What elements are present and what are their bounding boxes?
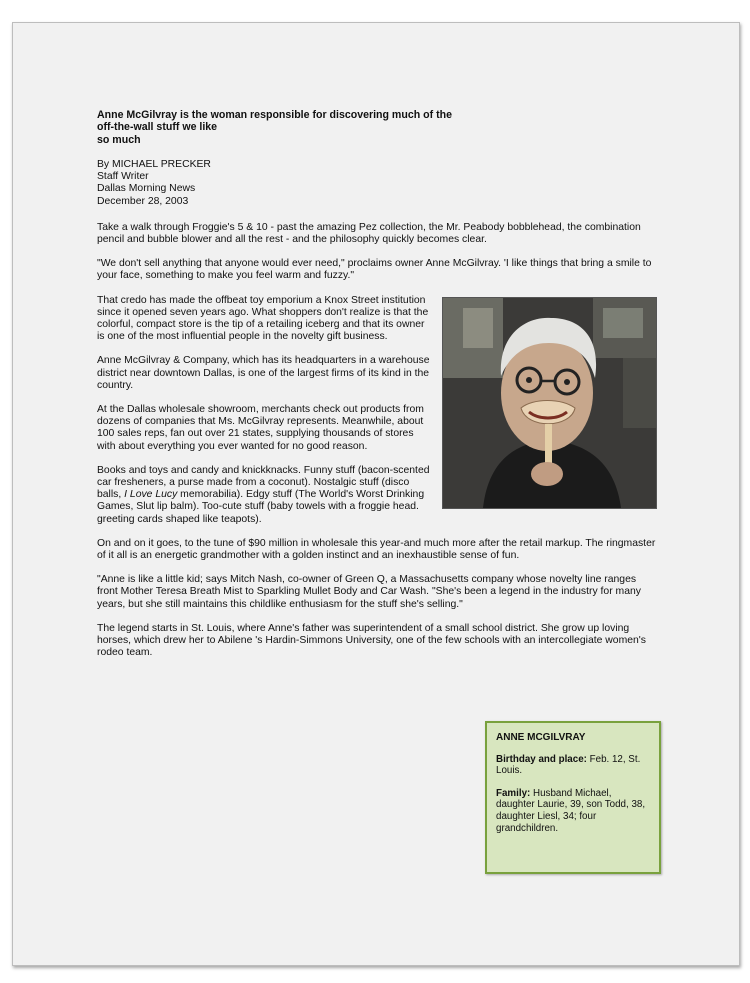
paragraph-6-italic: I Love Lucy	[124, 489, 178, 501]
paragraph-6-start: Books and toys and candy and knickknacks. Funny stuff (bacon-scented car fresheners, a purse made from a coconut). Nostalgic stuff (disco balls,	[97, 464, 430, 501]
article-body	[97, 109, 657, 671]
byline-role: Staff Writer	[97, 171, 149, 183]
portrait-photo	[442, 297, 657, 509]
profile-sidebar	[485, 721, 661, 874]
paragraph-2: "We don't sell anything that anyone would ever need," proclaims owner Anne McGilvray. 'I like things that bring a smile to your face, something to make you feel warm and fuzzy."	[97, 258, 652, 282]
document-page	[12, 22, 740, 966]
sidebar-birth-label: Birthday and place:	[496, 753, 587, 765]
paragraph-7: On and on it goes, to the tune of $90 million in wholesale this year-and much more after the retail markup. The ringmaster of it all is an energetic grandmother with a golden instinct and an inexhaustible sense of fun.	[97, 537, 656, 561]
headline-line-1: Anne McGilvray is the woman responsible for discovering much of the	[97, 109, 452, 121]
sidebar-birth	[496, 754, 652, 777]
paragraph-4: Anne McGilvray & Company, which has its headquarters in a warehouse district near downtown Dallas, is one of the largest firms of its kind in the country.	[97, 355, 430, 391]
paragraph-3: That credo has made the offbeat toy emporium a Knox Street institution since it opened seven years ago. What shoppers don't realize is that the colorful, compact store is the tip of a retailing iceberg and that its owner is one of the most influential people in the novelty gift business.	[97, 294, 429, 343]
paragraph-6-end: memorabilia). Edgy stuff (The World's Worst Drinking Games, Slut lip balm). Too-cute stuff (baby towels with a froggie head. greeting cards shaped like teapots).	[97, 489, 425, 525]
paragraph-5: At the Dallas wholesale showroom, merchants check out products from dozens of companies that Ms. McGilvray represents. Meanwhile, about 100 sales reps, fan out over 21 states, supplying thousands of stores with about everything you ever wanted for no good reason.	[97, 403, 424, 452]
portrait-photo-illustration	[443, 298, 656, 508]
headline-line-2: off-the-wall stuff we like	[97, 121, 218, 134]
byline-author: By MICHAEL PRECKER	[97, 158, 211, 170]
byline-publication: Dallas Morning News	[97, 183, 196, 195]
byline	[97, 159, 657, 208]
sidebar-family-label: Family:	[496, 787, 531, 799]
sidebar-family	[496, 788, 652, 834]
sidebar-family-value: Husband Michael, daughter Laurie, 39, son Todd, 38, daughter Liesl, 34; four grandchildren.	[496, 787, 646, 834]
byline-date: December 28, 2003	[97, 195, 189, 207]
headline-line-3: so much	[97, 133, 141, 146]
paragraph-8: "Anne is like a little kid; says Mitch Nash, co-owner of Green Q, a Massachusetts company whose novelty line ranges front Mother Teresa Breath Mist to Sparkling Mullet Body and Car Wash. "She's been a legend in the industry for many years, but she still maintains this childlike enthusiasm for the stuff she's selling."	[97, 574, 641, 610]
sidebar-birth-value: Feb. 12, St. Louis.	[496, 753, 641, 777]
paragraph-1: Take a walk through Froggie's 5 & 10 - past the amazing Pez collection, the Mr. Peabody bobblehead, the combination pencil and bubble blower and all the rest - and the philosophy quickly becomes clear.	[97, 221, 641, 245]
article-headline	[97, 109, 477, 146]
sidebar-title: ANNE MCGILVRAY	[496, 732, 586, 743]
paragraph-9: The legend starts in St. Louis, where Anne's father was superintendent of a small school district. She grow up loving horses, which drew her to Abilene 's Hardin-Simmons University, one of the few schools with an intercollegiate women's rodeo team.	[97, 622, 646, 659]
